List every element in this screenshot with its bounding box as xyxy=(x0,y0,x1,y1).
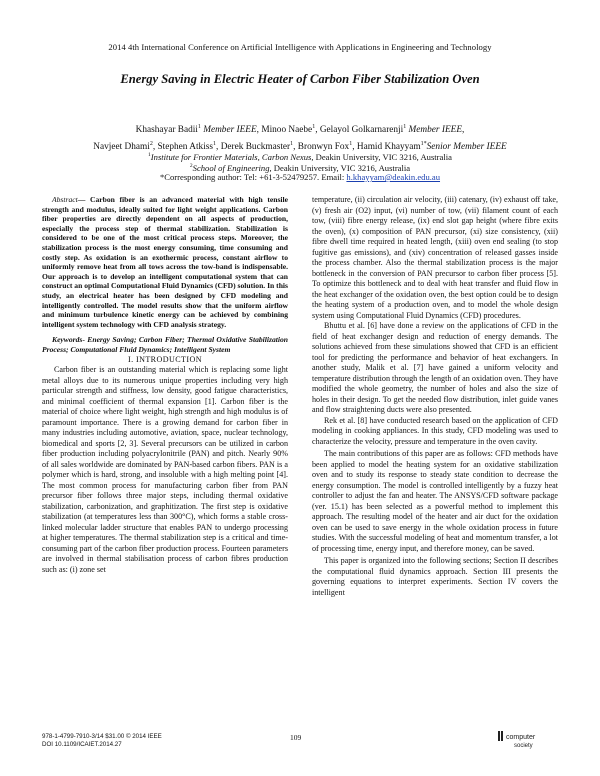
affiliation-institute: Institute for Frontier Materials, Carbon Nexus xyxy=(150,151,312,162)
body-paragraph: Bhuttu et al. [6] have done a review on the applications of CFD in the field of heat exchanger design and reduction of energy demands. The solutions achieved from these simulations showed that CFD is an efficient tool for predicting the performance and behavior of heat exchangers. In another study, Malik et al. [7] have gained a uniform velocity and temperature distribution through the length of an oxidation oven. They have modified the whole geometry, the number of holes and also the size of holes in their design. To get the needed flow distribution, inlet guide vanes and flow straightening ducts were also presented. xyxy=(312,321,558,414)
author-name: Khashayar Badii xyxy=(135,125,198,136)
affiliation-location: , Deakin University, VIC 3216, Australia xyxy=(269,162,411,173)
abstract-body: — Carbon fiber is an advanced material with high tensile strength and modulus, ideally suited for light weight applications. Carbon fiber properties are directly dependent on all aspects of production, especially the process step of thermal stabilization. Stabilization is considered to be one of the most critical process steps. Moreover, the stabilization process is the most energy consuming, time consuming and costly step. As oxidation is an exothermic process, constant airflow to uniformly remove heat from all tows across the tow-band is indispensable. Our approach is to develop an intelligent computational system that can construct an optimal Computational Fluid Dynamics (CFD) solution. In this study, an electrical heater has been designed by CFD modeling and intelligently controlled. The model results show that the uniform airflow and minimum turbulence kinetic energy can be achieved by combining intelligent system technology with CFD analysis strategy. xyxy=(42,195,288,329)
email-link[interactable]: h.khayyam@deakin.edu.au xyxy=(346,172,441,182)
author-affiliation-sup: 1 xyxy=(290,141,294,148)
author-name: Bronwyn Fox xyxy=(297,142,350,153)
author-affiliation-sup: 1 xyxy=(349,141,353,148)
footer-doi: DOI 10.1109/ICAIET.2014.27 xyxy=(42,741,122,748)
author-affiliation-sup: 1 xyxy=(312,124,316,130)
affiliation-location: , Deakin University, VIC 3216, Australia xyxy=(311,151,452,162)
abstract xyxy=(42,195,288,329)
affiliation-sup: 2 xyxy=(189,163,193,169)
author-name: Stephen Atkiss xyxy=(157,142,214,153)
author-affiliation-sup: 1 xyxy=(213,141,217,148)
author-affiliation-sup: 1 xyxy=(403,124,407,130)
author-name: Minoo Naebe xyxy=(261,125,313,136)
author-name: Hamid Khayyam xyxy=(356,142,421,153)
page-number: 109 xyxy=(290,733,302,742)
author-line-2: Navjeet Dhami$^2$, Stephen Atkiss$^1$, Derek Buckmaster$^1$, Bronwyn Fox$^1$, Hamid Khayyam$^{1*}$Senior Member IEEE xyxy=(93,141,507,153)
author-name: Derek Buckmaster xyxy=(220,142,291,153)
author-affiliation-sup: 1 xyxy=(197,124,201,130)
author-role: Senior Member IEEE xyxy=(426,142,507,153)
author-name: Gelayol Golkarnarenji xyxy=(319,125,404,136)
left-column xyxy=(42,195,288,575)
intro-paragraph: Carbon fiber is an outstanding material which is replacing some light metal alloys due to its numerous unique properties including very high particular strength and stiffness, low density, good fatigue characteristics, and minimal coefficient of thermal expansion [1]. Carbon fiber is the material of choice where light weight, high strength and high modulus is of paramount importance. There is a growing demand for carbon fiber in many industries including automotive, aviation, space, nuclear technology, biomedical and sports [2, 3]. Several precursors can be utilized in carbon fiber production including polyacrylonitrile (PAN) and pitch. Nearly 90% of all sales worldwide are dominated by PAN-based carbon fibers. PAN is a polymer which is hard, strong, and insoluble with a high melting point [4]. The most common process for manufacturing carbon fiber from PAN precursor fiber follows three major steps, including thermal oxidative stabilization, carbonization, and graphitization. The first step is oxidative stabilization (at temperatures less than 300°C), which forms a stable cross-linked molecular ladder structure that enables PAN to undergo processing at higher temperatures. The thermal stabilization step is a critical and time-consuming part of the carbon fiber production process. Fourteen parameters are involved in thermal stabilisation process of carbon fibres production such as: (i) zone set xyxy=(42,365,288,574)
author-role: Member IEEE xyxy=(200,125,257,136)
body-paragraph: temperature, (ii) circulation air velocity, (iii) catenary, (iv) exhaust off take, (v) fresh air (O2) input, (vi) number of tow, (vii) filament count of each tow, (viii) fibre energy release, (ix) end slot gap height (where fibre exits the oven), (x) composition of PAN precursor, (xi) size consistency, (xii) fibre dwell time required in heated length, (xiii) oven end sealing (to stop fugitive gas emissions), and (xiv) concentration of released gasses inside the process chamber. Also the thermal stabilization process is the major bottleneck in the conversion of PAN precursor to carbon fiber process [5]. To optimize this bottleneck and to deal with heat transfer and fluid flow in the heat exchanger of the oxidation oven, the best option could be to design the heating system of a production oven, and to model the whole design system using Computational Fluid Dynamics (CFD) procedures. xyxy=(312,195,558,320)
author-affiliation-sup: 2 xyxy=(149,141,153,148)
affiliation-institute: School of Engineering xyxy=(192,162,270,173)
keywords: Keywords- Energy Saving; Carbon Fiber; Thermal Oxidative Stabilization Process; Computational Fluid Dynamics; Intelligent System xyxy=(42,335,288,354)
body-paragraph: This paper is organized into the following sections; Section II describes the computational fluid dynamics approach. Section III presents the governing equations to interpret experiments. Section IV covers the intelligent xyxy=(312,556,558,597)
logo-text-society: society xyxy=(514,743,533,749)
corresponding-text: *Corresponding author: Tel: +61-3-52479257. Email: xyxy=(159,172,347,182)
abstract-lead: Abstract xyxy=(52,195,78,204)
author-role: Member IEEE xyxy=(406,125,462,136)
corresponding-author xyxy=(40,172,560,183)
logo-text-computer: computer xyxy=(506,734,536,741)
section-heading: I. INTRODUCTION xyxy=(128,354,202,364)
conference-header: 2014 4th International Conference on Artificial Intelligence with Applications in Engineering and Technology xyxy=(108,42,492,52)
right-column xyxy=(312,195,558,598)
computer-society-logo xyxy=(496,728,556,752)
paper-title: Energy Saving in Electric Heater of Carbon Fiber Stabilization Oven xyxy=(120,72,480,86)
affiliation-sup: 1 xyxy=(148,152,151,158)
author-affiliation-sup: 1* xyxy=(420,141,427,148)
footer-isbn: 978-1-4799-7910-3/14 $31.00 © 2014 IEEE xyxy=(42,733,162,740)
footer-isbn-doi xyxy=(42,733,162,749)
author-name: Navjeet Dhami xyxy=(93,142,150,153)
body-paragraph: The main contributions of this paper are as follows: CFD methods have been applied to model the heating system for an oxidative stabilization oven and to study its response to steady state condition to decrease the energy consumption. The model is controlled intelligently by a fuzzy heat controller to adjust the fan and heater. The ANSYS/CFD software package (ver. 15.1) has been selected as a powerful method to implement this approach. The resulting model of the heater and air duct for the oxidation oven can be used to save energy in the whole oxidation process in future studies. With the successful modeling of heat and momentum transfer, a lot of processing time, energy input, and therefore money, can be saved. xyxy=(312,449,558,553)
body-paragraph: Rek et al. [8] have conducted research based on the application of CFD modeling in cooking appliances. In this study, CFD modeling was used to characterize the velocity, pressure and temperature in the oven cavity. xyxy=(312,415,558,446)
author-line-1: Khashayar Badii$^1$ Member IEEE, Minoo Naebe$^1$, Gelayol Golkarnarenji$^1$ Member IEEE, xyxy=(135,124,465,136)
